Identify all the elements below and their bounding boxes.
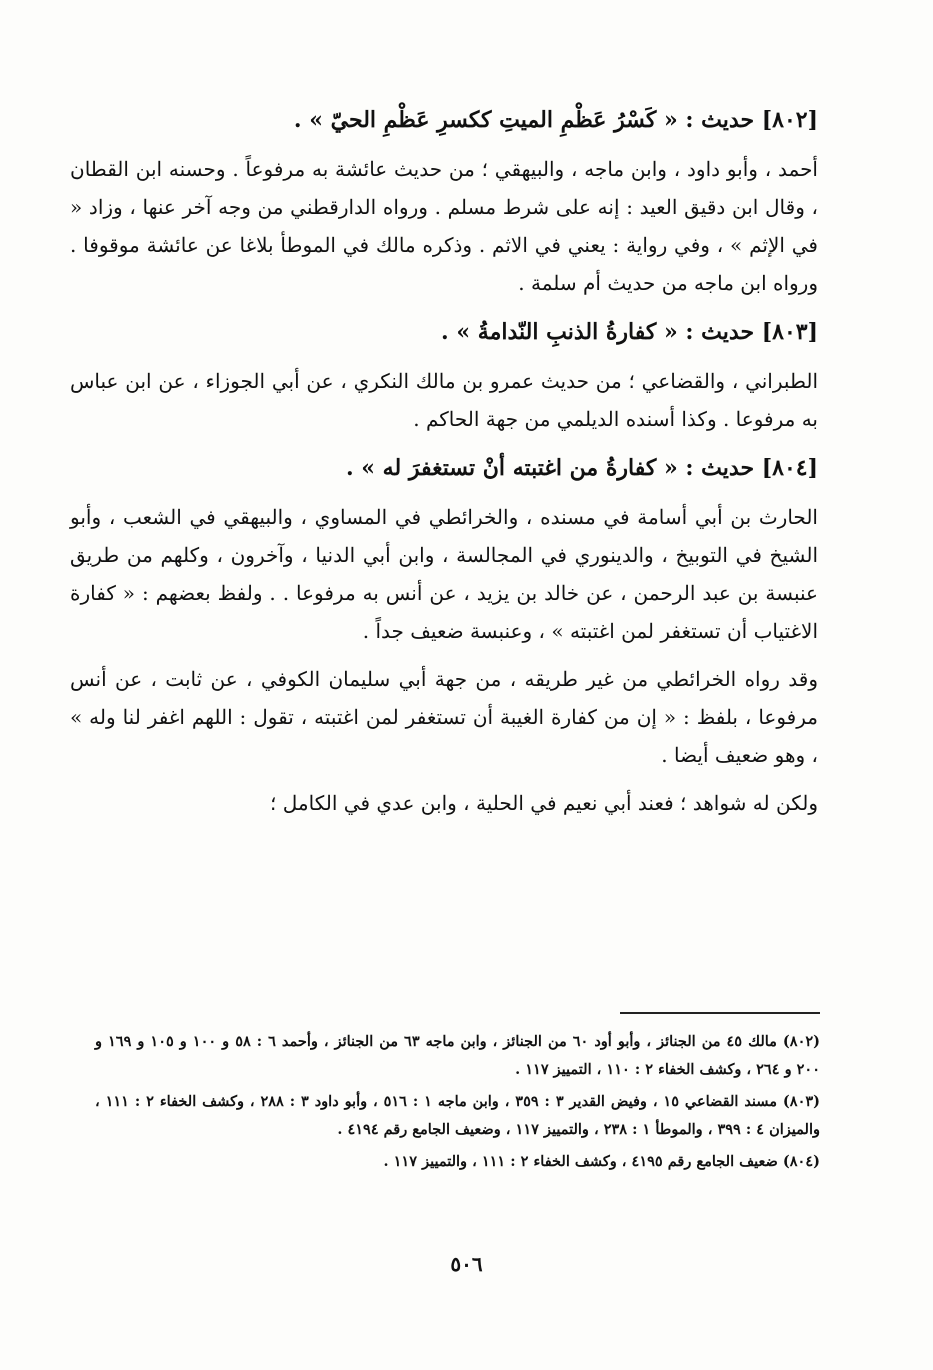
hadith-803-heading: [٨٠٣] حديث : « كفارةُ الذنبِ النّدامةُ » . <box>441 319 818 345</box>
hadith-804-paragraph-3: ولكن له شواهد ؛ فعند أبي نعيم في الحلية ، وابن عدي في الكامل ؛ <box>270 791 818 815</box>
hadith-802-heading: [٨٠٢] حديث : « كَسْرُ عَظْمِ الميتِ ككسرِ عَظْمِ الحيّ » . <box>293 107 818 133</box>
main-text <box>70 100 818 832</box>
footnote-803: (٨٠٣) مسند القضاعي ١٥ ، وفيض القدير ٣ : ٣٥٩ ، وابن ماجه ١ : ٥١٦ ، وأبو داود ٣ : ٢٨٨ ، وكشف الخفاء ٢ : ١١١ ، والميزان ٤ : ٣٩٩ ، والموطأ ١ : ٢٣٨ ، والتمييز ١١٧ ، وضعيف الجامع رقم ٤١٩٤ . <box>95 1093 821 1138</box>
footnotes <box>95 1028 820 1180</box>
page-number: ٥٠٦ <box>450 1252 483 1276</box>
hadith-804-heading: [٨٠٤] حديث : « كفارةُ من اغتبته أنْ تستغفرَ له » . <box>345 455 818 481</box>
hadith-802-paragraph: أحمد ، وأبو داود ، وابن ماجه ، والبيهقي ؛ من حديث عائشة به مرفوعاً . وحسنه ابن القطان ، وقال ابن دقيق العيد : إنه على شرط مسلم . ورواه الدارقطني من وجه آخر عنها ، وزاد « في الإثم » ، وفي رواية : يعني في الاثم . وذكره مالك في الموطأ بلاغا عن عائشة موقوفا . ورواه ابن ماجه من حديث أم سلمة . <box>70 157 818 295</box>
hadith-803-paragraph: الطبراني ، والقضاعي ؛ من حديث عمرو بن مالك النكري ، عن أبي الجوزاء ، عن ابن عباس به مرفوعا . وكذا أسنده الديلمي من جهة الحاكم . <box>70 369 818 431</box>
hadith-804-paragraph-1: الحارث بن أبي أسامة في مسنده ، والخرائطي في المساوي ، والبيهقي في الشعب ، وأبو الشيخ في التوبيخ ، والدينوري في المجالسة ، وابن أبي الدنيا ، وآخرون ، وكلهم من طريق عنبسة بن عبد الرحمن ، عن خالد بن يزيد ، عن أنس به مرفوعا . . ولفظ بعضهم : « كفارة الاغتياب أن تستغفر لمن اغتبته » ، وعنبسة ضعيف جداً . <box>70 505 818 643</box>
footnote-804: (٨٠٤) ضعيف الجامع رقم ٤١٩٥ ، وكشف الخفاء ٢ : ١١١ ، والتمييز ١١٧ . <box>383 1153 820 1170</box>
footnote-divider <box>620 1012 820 1014</box>
hadith-804-paragraph-2: وقد رواه الخرائطي من غير طريقه ، من جهة أبي سليمان الكوفي ، عن ثابت ، عن أنس مرفوعا ، بلفظ : « إن من كفارة الغيبة أن تستغفر لمن اغتبته ، تقول : اللهم اغفر لنا وله » ، وهو ضعيف أيضا . <box>70 667 818 767</box>
footnote-802: (٨٠٢) مالك ٤٥ من الجنائز ، وأبو أود ٦٠ من الجنائز ، وابن ماجه ٦٣ من الجنائز ، وأحمد ٦ : ٥٨ و ١٠٠ و ١٠٥ و ١٦٩ و ٢٠٠ و ٢٦٤ ، وكشف الخفاء ٢ : ١١٠ ، التمييز ١١٧ . <box>95 1033 821 1078</box>
